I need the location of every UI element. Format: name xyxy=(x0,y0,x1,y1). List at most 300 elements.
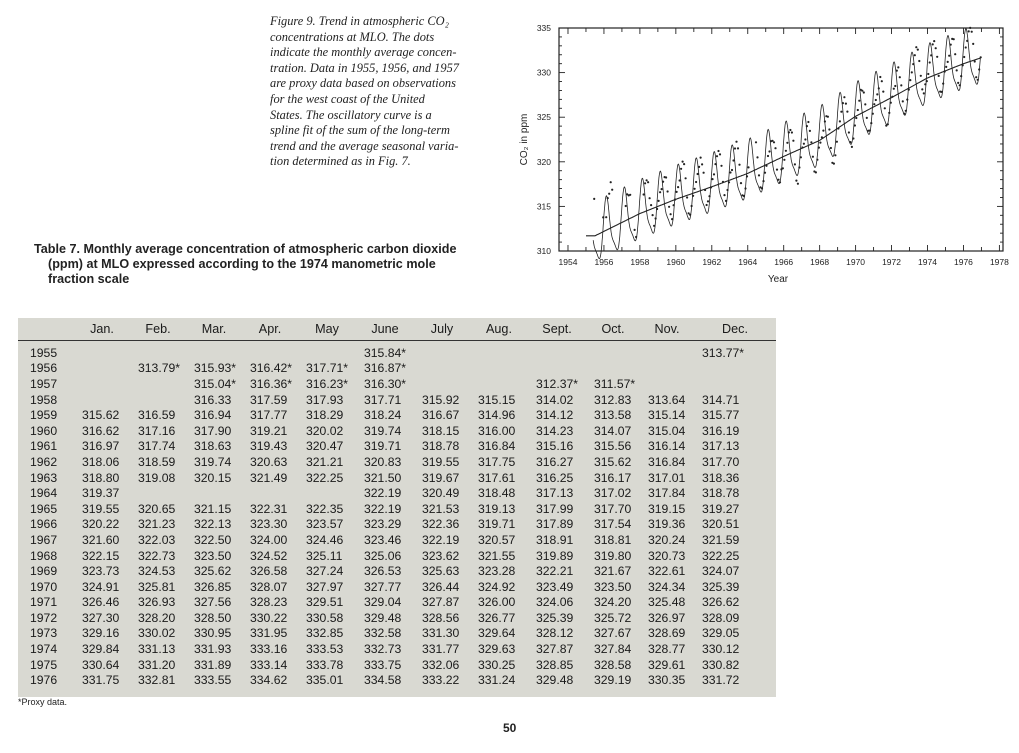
value-cell: 331.77 xyxy=(422,642,460,657)
value-cell: 331.95 xyxy=(250,626,288,641)
table-row xyxy=(18,501,776,517)
value-cell: 330.22 xyxy=(250,610,288,625)
monthly-dot xyxy=(839,120,841,122)
monthly-dot xyxy=(674,198,676,200)
value-cell xyxy=(130,485,186,501)
value-cell: 329.51 xyxy=(306,595,344,610)
monthly-dot xyxy=(894,85,896,87)
value-cell: 318.24 xyxy=(364,408,402,423)
figure-caption xyxy=(270,14,520,170)
value-cell: 318.78 xyxy=(422,439,460,454)
monthly-dot xyxy=(756,156,758,158)
value-cell: 329.84 xyxy=(82,642,120,657)
x-tick-label: 1962 xyxy=(702,257,722,267)
value-cell xyxy=(186,341,242,361)
y-tick-label: 320 xyxy=(536,156,551,167)
value-cell: 331.93 xyxy=(194,642,232,657)
value-cell: 324.53 xyxy=(138,564,176,579)
monthly-dot xyxy=(858,100,860,102)
x-tick-label: 1964 xyxy=(738,257,758,267)
monthly-dot xyxy=(906,99,908,101)
monthly-dot xyxy=(827,116,829,118)
value-cell: 329.48 xyxy=(364,610,402,625)
value-cell: 318.78 xyxy=(702,486,740,501)
value-cell: 315.92 xyxy=(422,392,460,407)
table-header-row xyxy=(18,318,776,341)
value-cell: 317.90 xyxy=(194,423,232,438)
value-cell: 320.63 xyxy=(250,454,288,469)
value-cell: 318.59 xyxy=(138,454,176,469)
value-cell: 331.13 xyxy=(138,642,176,657)
value-cell: 324.20 xyxy=(594,595,632,610)
monthly-dot xyxy=(779,181,781,183)
monthly-dot xyxy=(902,100,904,102)
monthly-dot xyxy=(700,157,702,159)
value-cell: 319.15 xyxy=(648,501,686,516)
value-cell xyxy=(640,341,694,361)
value-cell: 323.57 xyxy=(306,517,344,532)
monthly-dot xyxy=(920,75,922,77)
value-cell: 325.48 xyxy=(648,595,686,610)
value-cell: 320.65 xyxy=(138,501,176,516)
value-cell: 324.46 xyxy=(306,532,344,547)
data-table-panel xyxy=(18,318,776,697)
value-cell: 333.75 xyxy=(364,657,402,672)
value-cell xyxy=(298,485,356,501)
header-month: Aug. xyxy=(470,318,528,341)
monthly-dot xyxy=(830,147,832,149)
value-cell: 318.36 xyxy=(702,470,740,485)
table-row xyxy=(18,485,776,501)
monthly-dot xyxy=(896,70,898,72)
monthly-dot xyxy=(737,147,739,149)
value-cell: 312.37* xyxy=(536,376,579,391)
value-cell xyxy=(586,361,640,377)
value-cell xyxy=(528,341,586,361)
footnote: *Proxy data. xyxy=(18,697,68,707)
monthly-dot xyxy=(689,214,691,216)
monthly-dot xyxy=(942,83,944,85)
monthly-dot xyxy=(608,193,610,195)
value-cell: 318.15 xyxy=(422,423,460,438)
monthly-dot xyxy=(924,83,926,85)
monthly-dot xyxy=(765,165,767,167)
monthly-dot xyxy=(878,87,880,89)
monthly-dot xyxy=(762,180,764,182)
table-row xyxy=(18,626,776,642)
value-cell: 317.71* xyxy=(306,361,349,376)
x-tick-label: 1970 xyxy=(846,257,866,267)
value-cell: 317.71 xyxy=(364,392,402,407)
table-row xyxy=(18,376,776,392)
value-cell: 321.23 xyxy=(138,517,176,532)
monthly-dot xyxy=(876,93,878,95)
value-cell: 330.12 xyxy=(702,642,740,657)
value-cell: 326.85 xyxy=(194,579,232,594)
monthly-dot xyxy=(650,204,652,206)
monthly-dot xyxy=(872,113,874,115)
value-cell: 316.17 xyxy=(594,470,632,485)
monthly-dot xyxy=(945,66,947,68)
monthly-dot xyxy=(948,55,950,57)
monthly-dot xyxy=(652,214,654,216)
monthly-dot xyxy=(722,181,724,183)
monthly-dot xyxy=(882,91,884,93)
header-month: Dec. xyxy=(694,318,776,341)
table-row xyxy=(18,641,776,657)
value-cell: 317.59 xyxy=(250,392,288,407)
value-cell: 331.30 xyxy=(422,626,460,641)
monthly-dot xyxy=(843,96,845,98)
monthly-dot xyxy=(738,164,740,166)
table-row xyxy=(18,548,776,564)
value-cell: 321.21 xyxy=(306,454,344,469)
monthly-dot xyxy=(804,138,806,140)
value-cell: 323.49 xyxy=(536,579,574,594)
monthly-dot xyxy=(852,137,854,139)
monthly-dot xyxy=(728,181,730,183)
monthly-dot xyxy=(908,89,910,91)
monthly-dot xyxy=(602,216,604,218)
value-cell: 316.19 xyxy=(702,423,740,438)
monthly-dot xyxy=(918,60,920,62)
monthly-dot xyxy=(881,80,883,82)
value-cell: 320.22 xyxy=(82,517,120,532)
value-cell: 320.47 xyxy=(306,439,344,454)
monthly-dot xyxy=(857,109,859,111)
header-month: Feb. xyxy=(130,318,186,341)
monthly-dot xyxy=(644,182,646,184)
monthly-dot xyxy=(816,159,818,161)
value-cell: 329.04 xyxy=(364,595,402,610)
monthly-dot xyxy=(911,71,913,73)
monthly-dot xyxy=(870,122,872,124)
caption-line: concentrations at MLO. The dots xyxy=(270,29,435,44)
monthly-dot xyxy=(815,171,817,173)
value-cell: 319.74 xyxy=(364,423,402,438)
value-cell: 321.50 xyxy=(364,470,402,485)
monthly-dot xyxy=(890,102,892,104)
value-cell: 329.61 xyxy=(648,657,686,672)
value-cell: 312.83 xyxy=(594,392,632,407)
value-cell: 319.67 xyxy=(422,470,460,485)
monthly-dot xyxy=(662,181,664,183)
monthly-dot xyxy=(812,156,814,158)
monthly-dot xyxy=(768,150,770,152)
value-cell: 322.19 xyxy=(364,486,402,501)
value-cell: 315.16 xyxy=(536,439,574,454)
x-tick-label: 1966 xyxy=(774,257,794,267)
value-cell: 316.30* xyxy=(364,376,407,391)
monthly-dot xyxy=(774,147,776,149)
value-cell: 318.63 xyxy=(194,439,232,454)
value-cell: 316.59 xyxy=(138,408,176,423)
value-cell: 322.19 xyxy=(422,532,460,547)
value-cell: 320.73 xyxy=(648,548,686,563)
header-month: Mar. xyxy=(186,318,242,341)
monthly-dot xyxy=(932,43,934,45)
value-cell: 317.77 xyxy=(250,408,288,423)
year-cell: 1970 xyxy=(30,579,58,594)
header-month: Oct. xyxy=(586,318,640,341)
monthly-dot xyxy=(698,166,700,168)
monthly-dot xyxy=(665,176,667,178)
x-tick-label: 1974 xyxy=(918,257,937,267)
x-tick-label: 1972 xyxy=(882,257,902,267)
monthly-dot xyxy=(891,96,893,98)
monthly-dot xyxy=(977,79,979,81)
monthly-dot xyxy=(810,141,812,143)
co2-chart-svg xyxy=(510,14,1010,294)
value-cell: 319.80 xyxy=(594,548,632,563)
monthly-dot xyxy=(697,173,699,175)
value-cell xyxy=(130,392,186,408)
value-cell: 331.89 xyxy=(194,657,232,672)
value-cell: 315.93* xyxy=(194,361,237,376)
value-cell: 322.21 xyxy=(536,564,574,579)
table-row xyxy=(18,517,776,533)
monthly-dot xyxy=(936,56,938,58)
value-cell: 333.14 xyxy=(250,657,288,672)
monthly-dot xyxy=(659,191,661,193)
value-cell: 319.27 xyxy=(702,501,740,516)
value-cell xyxy=(74,341,130,361)
value-cell: 315.04* xyxy=(194,376,237,391)
monthly-dot xyxy=(743,195,745,197)
value-cell: 314.96 xyxy=(478,408,516,423)
monthly-dot xyxy=(731,169,733,171)
monthly-dot xyxy=(671,218,673,220)
monthly-dot xyxy=(926,80,928,82)
value-cell: 324.52 xyxy=(250,548,288,563)
monthly-dot xyxy=(635,236,637,238)
monthly-dot xyxy=(682,161,684,163)
monthly-dot xyxy=(719,153,721,155)
monthly-dot xyxy=(966,40,968,42)
header-year xyxy=(18,318,74,341)
header-month: Sept. xyxy=(528,318,586,341)
monthly-dot xyxy=(899,76,901,78)
monthly-dot xyxy=(680,168,682,170)
value-cell: 331.20 xyxy=(138,657,176,672)
monthly-dot xyxy=(676,191,678,193)
monthly-dot xyxy=(713,173,715,175)
monthly-dot xyxy=(923,92,925,94)
header-month: Apr. xyxy=(242,318,298,341)
monthly-dot xyxy=(661,188,663,190)
value-cell: 321.67 xyxy=(594,564,632,579)
monthly-dot xyxy=(695,181,697,183)
year-cell: 1965 xyxy=(30,501,58,516)
value-cell: 332.58 xyxy=(364,626,402,641)
value-cell: 330.25 xyxy=(478,657,516,672)
monthly-dot xyxy=(711,178,713,180)
x-tick-label: 1968 xyxy=(810,257,830,267)
value-cell: 317.99 xyxy=(536,501,574,516)
monthly-dot xyxy=(933,40,935,42)
monthly-dot xyxy=(629,194,631,196)
value-cell: 314.12 xyxy=(536,408,574,423)
monthly-dot xyxy=(726,189,728,191)
value-cell: 316.84 xyxy=(648,454,686,469)
value-cell: 319.21 xyxy=(250,423,288,438)
value-cell: 314.07 xyxy=(594,423,632,438)
table-title-line1: Table 7. Monthly average concentration of atmospheric carbon dioxide xyxy=(34,242,457,256)
value-cell: 321.55 xyxy=(478,548,516,563)
value-cell: 325.06 xyxy=(364,548,402,563)
caption-line: indicate the monthly average concen- xyxy=(270,45,457,60)
value-cell: 333.55 xyxy=(194,673,232,688)
value-cell: 321.49 xyxy=(250,470,288,485)
value-cell: 320.15 xyxy=(194,470,232,485)
value-cell: 317.84 xyxy=(648,486,686,501)
value-cell: 323.46 xyxy=(364,532,402,547)
table-row xyxy=(18,454,776,470)
monthly-dot xyxy=(646,179,648,181)
monthly-dot xyxy=(785,150,787,152)
monthly-dot xyxy=(965,46,967,48)
monthly-dot xyxy=(944,70,946,72)
value-cell: 313.64 xyxy=(648,392,686,407)
table-title-line2: (ppm) at MLO expressed according to the 1974 manometric mole xyxy=(48,257,436,271)
value-cell: 328.50 xyxy=(194,610,232,625)
value-cell: 313.79* xyxy=(138,361,181,376)
value-cell: 315.04 xyxy=(648,423,686,438)
monthly-dot xyxy=(789,129,791,131)
value-cell: 324.34 xyxy=(648,579,686,594)
value-cell: 323.73 xyxy=(82,564,120,579)
monthly-dot xyxy=(833,163,835,165)
monthly-dot xyxy=(605,216,607,218)
value-cell: 327.30 xyxy=(82,610,120,625)
year-cell: 1975 xyxy=(30,657,58,672)
monthly-dot xyxy=(863,91,865,93)
y-tick-label: 325 xyxy=(536,112,551,123)
monthly-dot xyxy=(954,53,956,55)
table-row xyxy=(18,423,776,439)
value-cell: 314.23 xyxy=(536,423,574,438)
monthly-dot xyxy=(849,141,851,143)
monthly-dot xyxy=(667,190,669,192)
value-cell: 321.59 xyxy=(702,532,740,547)
monthly-dot xyxy=(685,177,687,179)
monthly-dot xyxy=(834,154,836,156)
value-cell: 311.57* xyxy=(594,376,636,391)
value-cell: 332.06 xyxy=(422,657,460,672)
monthly-dot xyxy=(786,142,788,144)
y-tick-label: 335 xyxy=(536,23,551,33)
value-cell: 329.16 xyxy=(82,626,120,641)
monthly-dot xyxy=(848,131,850,133)
value-cell: 332.81 xyxy=(138,673,176,688)
header-month: June xyxy=(356,318,414,341)
monthly-dot xyxy=(963,56,965,58)
value-cell: 326.44 xyxy=(422,579,460,594)
monthly-dot xyxy=(953,38,955,40)
y-tick-label: 315 xyxy=(536,201,551,212)
value-cell: 325.63 xyxy=(422,564,460,579)
monthly-dot xyxy=(854,124,856,126)
table-row xyxy=(18,392,776,408)
value-cell: 323.29 xyxy=(364,517,402,532)
value-cell: 318.80 xyxy=(82,470,120,485)
monthly-dot xyxy=(714,163,716,165)
value-cell: 319.74 xyxy=(194,454,232,469)
value-cell: 326.00 xyxy=(478,595,516,610)
monthly-dot xyxy=(915,46,917,48)
value-cell: 326.46 xyxy=(82,595,120,610)
value-cell: 328.56 xyxy=(422,610,460,625)
monthly-dot xyxy=(846,111,848,113)
value-cell: 319.71 xyxy=(364,439,402,454)
value-cell xyxy=(74,392,130,408)
value-cell: 331.75 xyxy=(82,673,120,688)
value-cell: 328.07 xyxy=(250,579,288,594)
value-cell: 316.25 xyxy=(536,470,574,485)
monthly-dot xyxy=(655,217,657,219)
plot-frame xyxy=(559,28,1003,251)
value-cell: 320.49 xyxy=(422,486,460,501)
value-cell: 320.24 xyxy=(648,532,686,547)
y-tick-label: 330 xyxy=(536,67,551,78)
value-cell: 317.13 xyxy=(702,439,740,454)
table-row xyxy=(18,672,776,688)
x-tick-label: 1958 xyxy=(630,257,650,267)
monthly-dot xyxy=(914,54,916,56)
value-cell: 327.97 xyxy=(306,579,344,594)
value-cell: 330.82 xyxy=(702,657,740,672)
value-cell: 322.19 xyxy=(364,501,402,516)
value-cell: 322.25 xyxy=(702,548,740,563)
value-cell: 333.78 xyxy=(306,657,344,672)
monthly-dot xyxy=(947,61,949,63)
value-cell: 326.53 xyxy=(364,564,402,579)
value-cell: 318.91 xyxy=(536,532,574,547)
value-cell: 328.69 xyxy=(648,626,686,641)
value-cell: 316.23* xyxy=(306,376,349,391)
table-row xyxy=(18,532,776,548)
value-cell: 326.97 xyxy=(648,610,686,625)
value-cell: 329.19 xyxy=(594,673,632,688)
monthly-dot xyxy=(668,206,670,208)
x-tick-label: 1978 xyxy=(989,257,1009,267)
value-cell: 322.61 xyxy=(648,564,686,579)
value-cell: 328.23 xyxy=(250,595,288,610)
monthly-dot xyxy=(842,102,844,104)
value-cell: 315.77 xyxy=(702,408,740,423)
value-cell: 330.02 xyxy=(138,626,176,641)
value-cell: 316.67 xyxy=(422,408,460,423)
value-cell: 316.84 xyxy=(478,439,516,454)
table-row xyxy=(18,657,776,673)
value-cell: 317.02 xyxy=(594,486,632,501)
value-cell: 328.12 xyxy=(536,626,574,641)
value-cell: 319.71 xyxy=(478,517,516,532)
monthly-dot xyxy=(732,159,734,161)
monthly-dot xyxy=(822,130,824,132)
monthly-dot xyxy=(974,60,976,62)
value-cell: 315.14 xyxy=(648,408,686,423)
value-cell: 328.77 xyxy=(648,642,686,657)
value-cell: 323.50 xyxy=(594,579,632,594)
monthly-dot xyxy=(607,197,609,199)
year-cell: 1973 xyxy=(30,626,58,641)
monthly-dot xyxy=(897,66,899,68)
value-cell xyxy=(74,376,130,392)
table-row xyxy=(18,361,776,377)
value-cell: 319.36 xyxy=(648,517,686,532)
table-title-line3: fraction scale xyxy=(48,272,130,286)
